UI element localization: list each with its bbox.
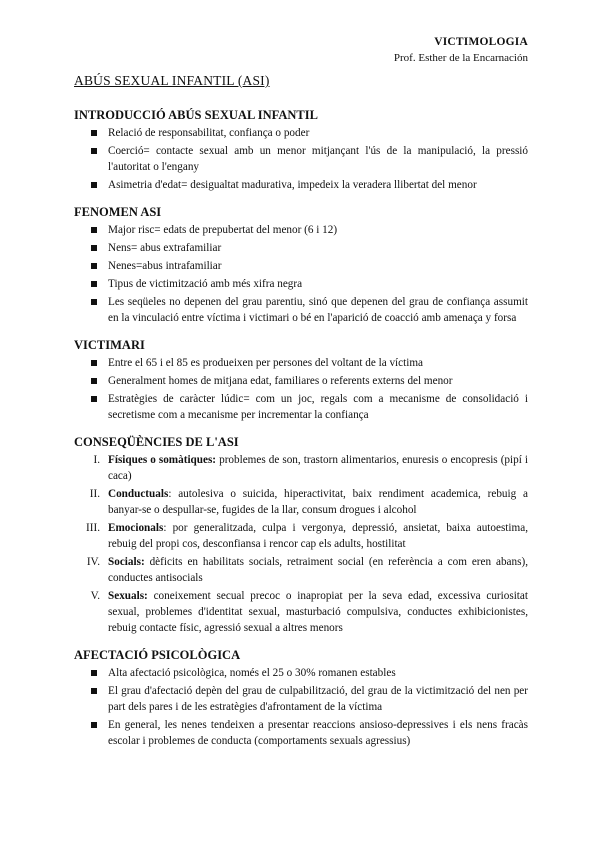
bullet-icon [91, 378, 97, 384]
bullet-list [74, 125, 528, 193]
list-item: Coerció= contacte sexual amb un menor mitjançant l'ús de la manipulació, la pressió l'autoritat o l'engany [74, 143, 528, 175]
bullet-icon [91, 396, 97, 402]
section-heading: AFECTACIÓ PSICOLÒGICA [74, 648, 241, 662]
bullet-icon [91, 299, 97, 305]
list-item: Relació de responsabilitat, confiança o poder [74, 125, 528, 141]
list-item: Les seqüeles no depenen del grau parentiu, sinó que depenen del grau de confiança assumit en la vinculació entre víctima i victimari o bé en l'aparició de coacció amb amenaça y forsa [74, 294, 528, 326]
list-item: V. Sexuals: coneixement secual precoc o inapropiat per la seva edad, excessiva curiositat sexual, problemes d'identitat sexual, masturbació compulsiva, conductes exhibicionistes, rebuig contacte físic, agressió sexual a altres menors [74, 588, 528, 636]
roman-numeral: V. [90, 590, 100, 602]
list-item: Major risc= edats de prepubertat del menor (6 i 12) [74, 222, 528, 238]
bullet-icon [91, 722, 97, 728]
bullet-icon [91, 148, 97, 154]
section-intro [74, 107, 528, 193]
bullet-icon [91, 263, 97, 269]
bullet-list [74, 665, 528, 749]
bullet-list [74, 355, 528, 423]
list-item: En general, les nenes tendeixen a presentar reaccions ansioso-depressives i els nens fracàs escolar i problemes de conducta (comportaments sexuals agressius) [74, 717, 528, 749]
roman-numeral: I. [93, 454, 100, 466]
section-consequencies [74, 434, 528, 636]
list-item: IV. Socials: dèficits en habilitats socials, retraiment social (en referència a com eren abans), conductes antisocials [74, 554, 528, 586]
list-item: Estratègies de caràcter lúdic= com un joc, regals com a mecanisme de consolidació i secretisme com a mecanisme per incrementar la confiança [74, 391, 528, 423]
roman-list [74, 452, 528, 636]
section-afectacio [74, 647, 528, 749]
document-title: ABÚS SEXUAL INFANTIL (ASI) [74, 73, 270, 88]
bullet-icon [91, 670, 97, 676]
list-item: Tipus de victimització amb més xifra negra [74, 276, 528, 292]
item-label: Físiques o somàtiques: [108, 454, 217, 466]
item-label: Emocionals [108, 522, 164, 534]
bullet-icon [91, 227, 97, 233]
bullet-icon [91, 281, 97, 287]
list-item: Asimetria d'edat= desigualtat madurativa, impedeix la veradera llibertat del menor [74, 177, 528, 193]
bullet-icon [91, 360, 97, 366]
bullet-icon [91, 130, 97, 136]
bullet-list [74, 222, 528, 326]
section-heading: INTRODUCCIÓ ABÚS SEXUAL INFANTIL [74, 108, 318, 122]
bullet-icon [91, 245, 97, 251]
bullet-icon [91, 182, 97, 188]
list-item: El grau d'afectació depèn del grau de culpabilització, del grau de la victimització del nen per part dels pares i de les estratègies d'afrontament de la víctima [74, 683, 528, 715]
page-header [394, 34, 528, 66]
item-label: Socials: [108, 556, 145, 568]
bullet-icon [91, 688, 97, 694]
roman-numeral: IV. [86, 556, 100, 568]
teacher-name: Prof. Esther de la Encarnación [393, 52, 528, 64]
list-item: Alta afectació psicològica, només el 25 o 30% romanen estables [74, 665, 528, 681]
list-item: Entre el 65 i el 85 es produeixen per persones del voltant de la víctima [74, 355, 528, 371]
section-heading: CONSEQÜÈNCIES DE L'ASI [74, 435, 239, 449]
roman-numeral: II. [89, 488, 100, 500]
list-item: Generalment homes de mitjana edat, familiares o referents externs del menor [74, 373, 528, 389]
subject-title: VICTIMOLOGIA [434, 36, 528, 48]
list-item: Nens= abus extrafamiliar [74, 240, 528, 256]
list-item: Nenes=abus intrafamiliar [74, 258, 528, 274]
item-label: Conductuals [108, 488, 169, 500]
section-heading: FENOMEN ASI [74, 205, 162, 219]
document-body [74, 107, 528, 760]
section-heading: VICTIMARI [74, 338, 145, 352]
section-fenomen [74, 204, 528, 326]
section-victimari [74, 337, 528, 423]
list-item: II. Conductuals: autolesiva o suicida, hiperactivitat, baix rendiment academica, rebuig a banyar-se o despullar-se, fugides de la llar, consum drogues i alcohol [74, 486, 528, 518]
item-label: Sexuals: [108, 590, 148, 602]
list-item: III. Emocionals: por generalitzada, culpa i vergonya, depressió, ansietat, baixa autoestima, rebuig del propi cos, desconfiansa i rencor cap els adults, hostilitat [74, 520, 528, 552]
roman-numeral: III. [86, 522, 100, 534]
list-item: I. Físiques o somàtiques: problemes de son, trastorn alimentarios, enuresis o encopresis (pipí i caca) [74, 452, 528, 484]
